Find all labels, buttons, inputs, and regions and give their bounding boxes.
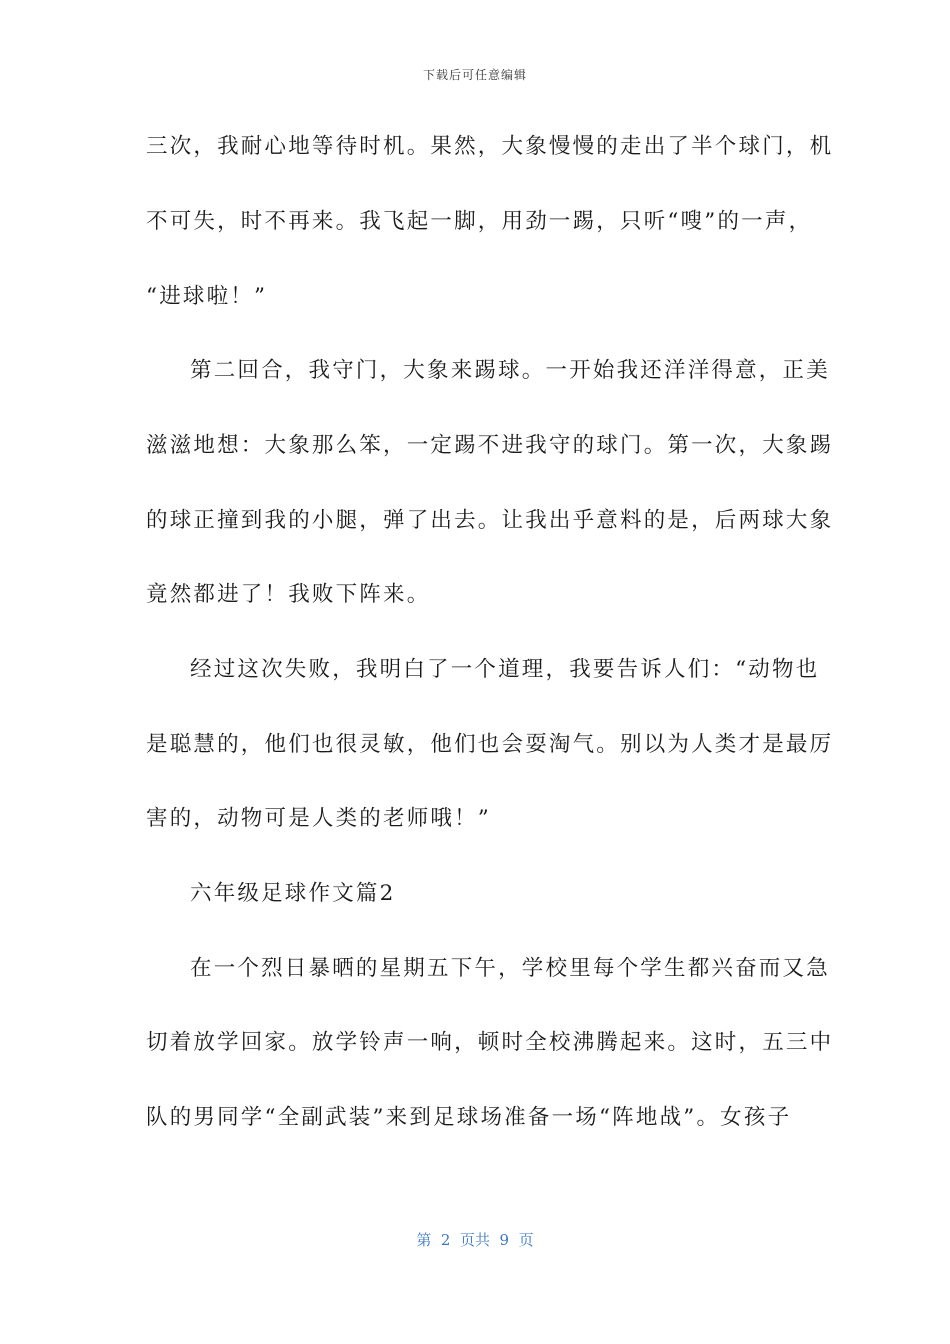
paragraph-start-line: 第二回合，我守门，大象来踢球。一开始我还洋洋得意，正美	[190, 358, 830, 383]
page-header: 下载后可任意编辑	[422, 68, 527, 82]
section-heading: 六年级足球作文篇2	[190, 881, 396, 906]
text-line: 害的，动物可是人类的老师哦！”	[146, 806, 491, 831]
text-line: 队的男同学“全副武装”来到足球场准备一场“阵地战”。女孩子	[146, 1105, 792, 1130]
text-line: 是聪慧的，他们也很灵敏，他们也会耍淘气。别以为人类才是最厉	[146, 732, 834, 757]
page-number-footer: 第 2 页共 9 页	[416, 1231, 534, 1249]
text-line: 竟然都进了！我败下阵来。	[146, 582, 431, 607]
text-line: “进球啦！”	[146, 284, 268, 309]
paragraph-start-line: 经过这次失败，我明白了一个道理，我要告诉人们：“动物也	[190, 657, 820, 682]
text-line: 三次，我耐心地等待时机。果然，大象慢慢的走出了半个球门，机	[146, 134, 834, 159]
text-line: 的球正撞到我的小腿，弹了出去。让我出乎意料的是，后两球大象	[146, 508, 834, 533]
text-line: 不可失，时不再来。我飞起一脚，用劲一踢，只听“嗖”的一声，	[146, 209, 813, 234]
paragraph-start-line: 在一个烈日暴晒的星期五下午，学校里每个学生都兴奋而又急	[190, 956, 830, 981]
text-line: 切着放学回家。放学铃声一响，顿时全校沸腾起来。这时，五三中	[146, 1030, 834, 1055]
text-line: 滋滋地想：大象那么笨，一定踢不进我守的球门。第一次，大象踢	[146, 433, 834, 458]
